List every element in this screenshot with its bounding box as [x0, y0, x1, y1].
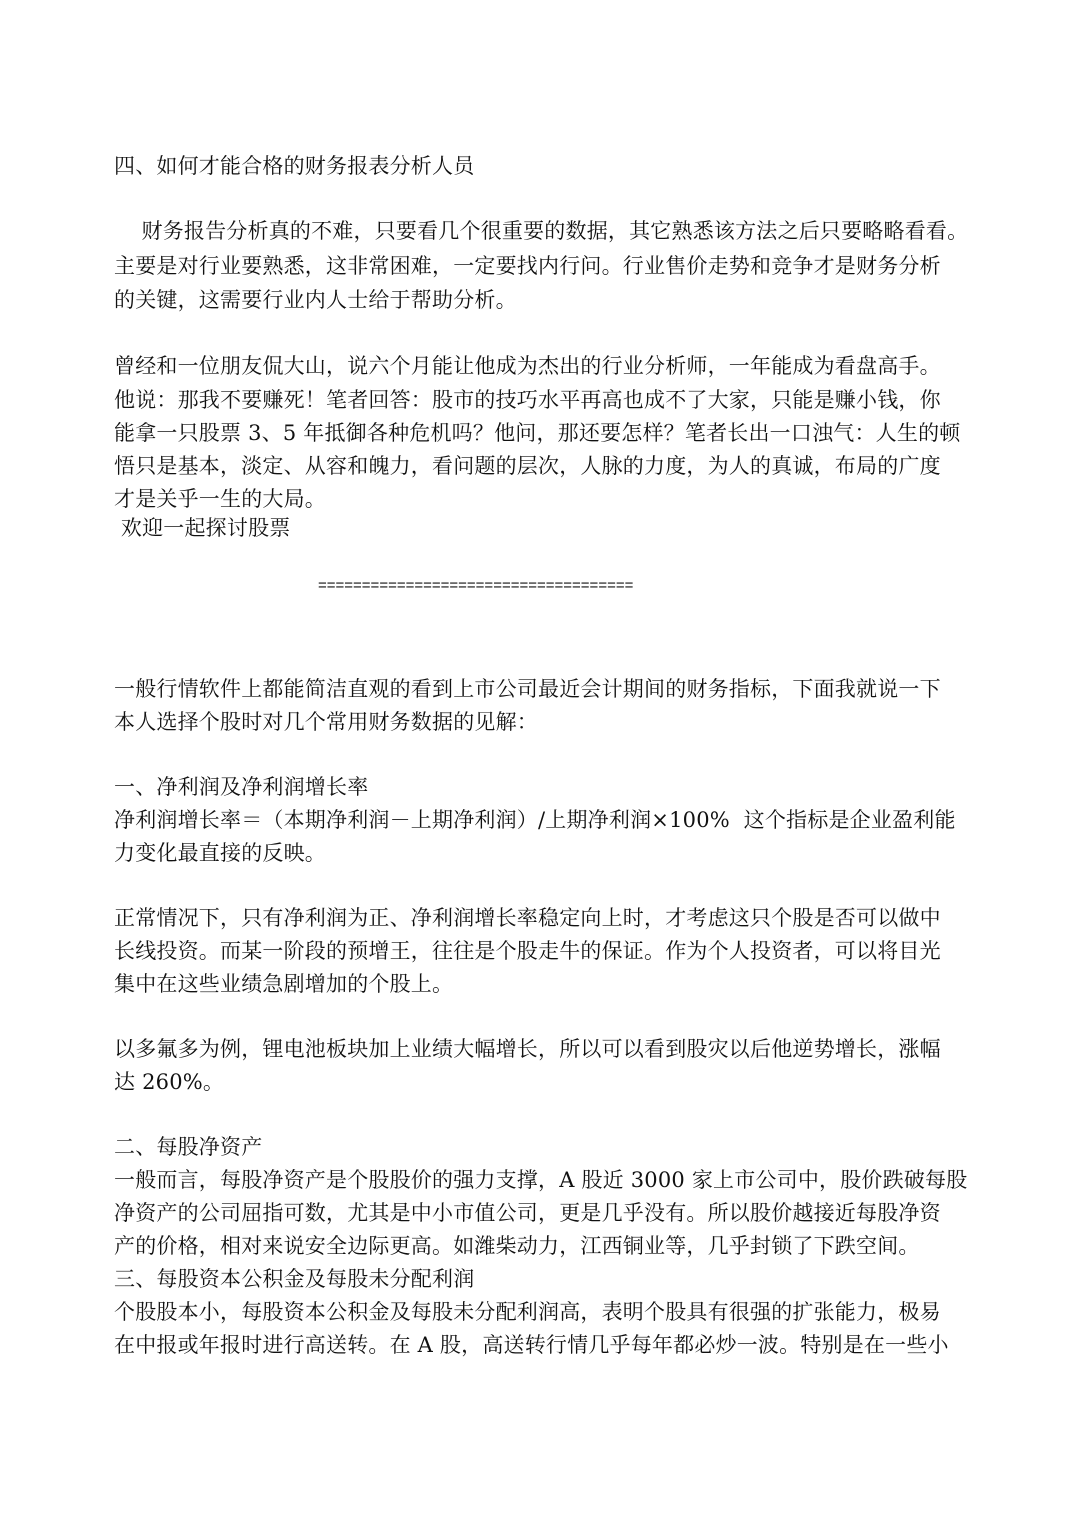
paragraph-line: 个股股本小，每股资本公积金及每股未分配利润高，表明个股具有很强的扩张能力，极易 — [114, 1300, 941, 1324]
paragraph-line: 曾经和一位朋友侃大山，说六个月能让他成为杰出的行业分析师，一年能成为看盘高手。 — [114, 354, 941, 378]
item1-heading: 一、净利润及净利润增长率 — [114, 775, 369, 799]
paragraph-line: 他说：那我不要赚死！笔者回答：股市的技巧水平再高也成不了大家，只能是赚小钱，你 — [114, 388, 941, 412]
paragraph-line: 正常情况下，只有净利润为正、净利润增长率稳定向上时，才考虑这只个股是否可以做中 — [114, 906, 941, 930]
divider: ==================================== — [318, 577, 634, 594]
paragraph-line: 力变化最直接的反映。 — [114, 841, 326, 865]
paragraph-line: 本人选择个股时对几个常用财务数据的见解： — [114, 710, 538, 734]
paragraph-line: 悟只是基本，淡定、从容和魄力，看问题的层次，人脉的力度，为人的真诚，布局的广度 — [114, 454, 941, 478]
paragraph-line: 在中报或年报时进行高送转。在 A 股，高送转行情几乎每年都必炒一波。特别是在一些小 — [114, 1333, 949, 1357]
paragraph-line: 主要是对行业要熟悉，这非常困难，一定要找内行问。行业售价走势和竞争才是财务分析 — [114, 254, 941, 278]
welcome-line: 欢迎一起探讨股票 — [114, 516, 291, 540]
paragraph-line: 一般而言，每股净资产是个股股价的强力支撑，A 股近 3000 家上市公司中，股价跌破每股 — [114, 1168, 968, 1192]
paragraph-line: 一般行情软件上都能简洁直观的看到上市公司最近会计期间的财务指标，下面我就说一下 — [114, 677, 941, 701]
paragraph-line: 能拿一只股票 3、5 年抵御各种危机吗？他问，那还要怎样？笔者长出一口浊气：人生的顿 — [114, 421, 961, 445]
paragraph-line: 长线投资。而某一阶段的预增王，往往是个股走牛的保证。作为个人投资者，可以将目光 — [114, 939, 941, 963]
paragraph-line: 以多氟多为例，锂电池板块加上业绩大幅增长，所以可以看到股灾以后他逆势增长，涨幅 — [114, 1037, 941, 1061]
paragraph-line: 才是关乎一生的大局。 — [114, 487, 326, 511]
item3-heading: 三、每股资本公积金及每股未分配利润 — [114, 1267, 475, 1291]
paragraph-line: 达 260%。 — [114, 1070, 225, 1094]
paragraph-line: 产的价格，相对来说安全边际更高。如潍柴动力，江西铜业等，几乎封锁了下跌空间。 — [114, 1234, 920, 1258]
paragraph-line: 净利润增长率＝（本期净利润－上期净利润）/上期净利润×100% 这个指标是企业盈利能 — [114, 808, 956, 832]
paragraph-line: 财务报告分析真的不难，只要看几个很重要的数据，其它熟悉该方法之后只要略略看看。 — [114, 219, 969, 243]
paragraph-line: 集中在这些业绩急剧增加的个股上。 — [114, 972, 454, 996]
item2-heading: 二、每股净资产 — [114, 1135, 263, 1159]
section4-heading: 四、如何才能合格的财务报表分析人员 — [114, 154, 475, 178]
paragraph-line: 净资产的公司屈指可数，尤其是中小市值公司，更是几乎没有。所以股价越接近每股净资 — [114, 1201, 941, 1225]
paragraph-line: 的关键，这需要行业内人士给于帮助分析。 — [114, 288, 517, 312]
